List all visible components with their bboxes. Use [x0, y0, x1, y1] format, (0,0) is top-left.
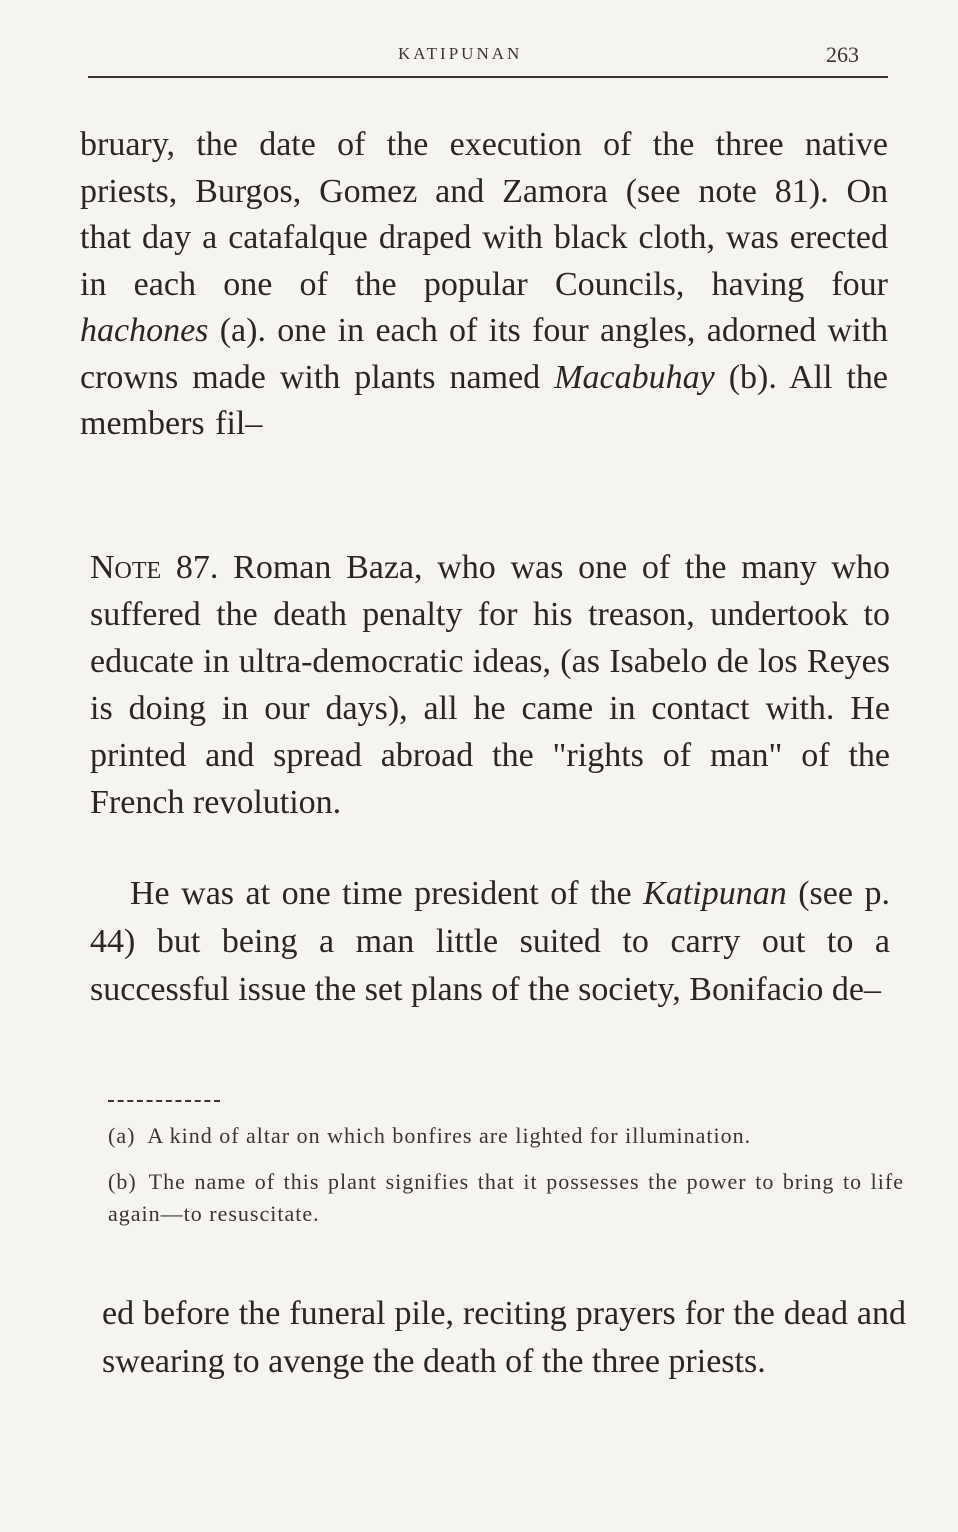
footnote-a [108, 1120, 904, 1152]
note-87-paragraph [90, 544, 890, 826]
note-paragraph1: Roman Baza, who was one of the many who suffered the death penalty for his treason, undertook to educate in ultra-democratic ideas, (as Isabelo de los Reyes is doing in our days), all he came in contact with. He printed and spread abroad the "rights of man" of the French revolution. [90, 549, 890, 821]
note-p2-start: He was at one time president of the [130, 875, 644, 912]
main-text-italic-hachones: hachones [80, 312, 209, 349]
footnote-b-marker: (b) [108, 1169, 137, 1194]
footnote-a-marker: (a) [108, 1123, 136, 1148]
main-text-italic-macabuhay: Macabuhay [554, 358, 715, 396]
note-87-paragraph-2 [90, 870, 890, 1014]
running-title: KATIPUNAN [398, 44, 523, 63]
continuation-paragraph: ed before the funeral pile, reciting prayers for the dead and swearing to avenge the death of the three priests. [102, 1295, 906, 1380]
note-p2-rest: (see p. 44) but being a man little suited to carry out to a successful issue the set plans of the society, Bonifacio de– [90, 875, 890, 1008]
main-text-part2: (a). one in each of its four angles, adorned with crowns made with plants named [80, 312, 888, 396]
footnote-a-text: A kind of altar on which bonfires are lighted for illumination. [147, 1123, 752, 1148]
page-number: 263 [826, 42, 859, 67]
note-label: Note 87. [90, 549, 219, 586]
footnotes [108, 1120, 904, 1244]
footnote-b-text: The name of this plant signifies that it possesses the power to bring to life again—to resuscitate. [108, 1169, 904, 1226]
page-header [88, 44, 888, 84]
note-p2-italic-katipunan: Katipunan [643, 875, 787, 912]
footnote-separator [108, 1100, 220, 1102]
header-rule [88, 76, 888, 78]
main-text-part1: bruary, the date of the execution of the three native priests, Burgos, Gomez and Zamora (see note 81). On that day a catafalque draped with black cloth, was erected in each one of the popular Councils, having four [80, 126, 888, 303]
footnote-b [108, 1166, 904, 1230]
main-text-part3: (b). All the members fil– [80, 358, 888, 442]
main-paragraph [80, 122, 888, 448]
